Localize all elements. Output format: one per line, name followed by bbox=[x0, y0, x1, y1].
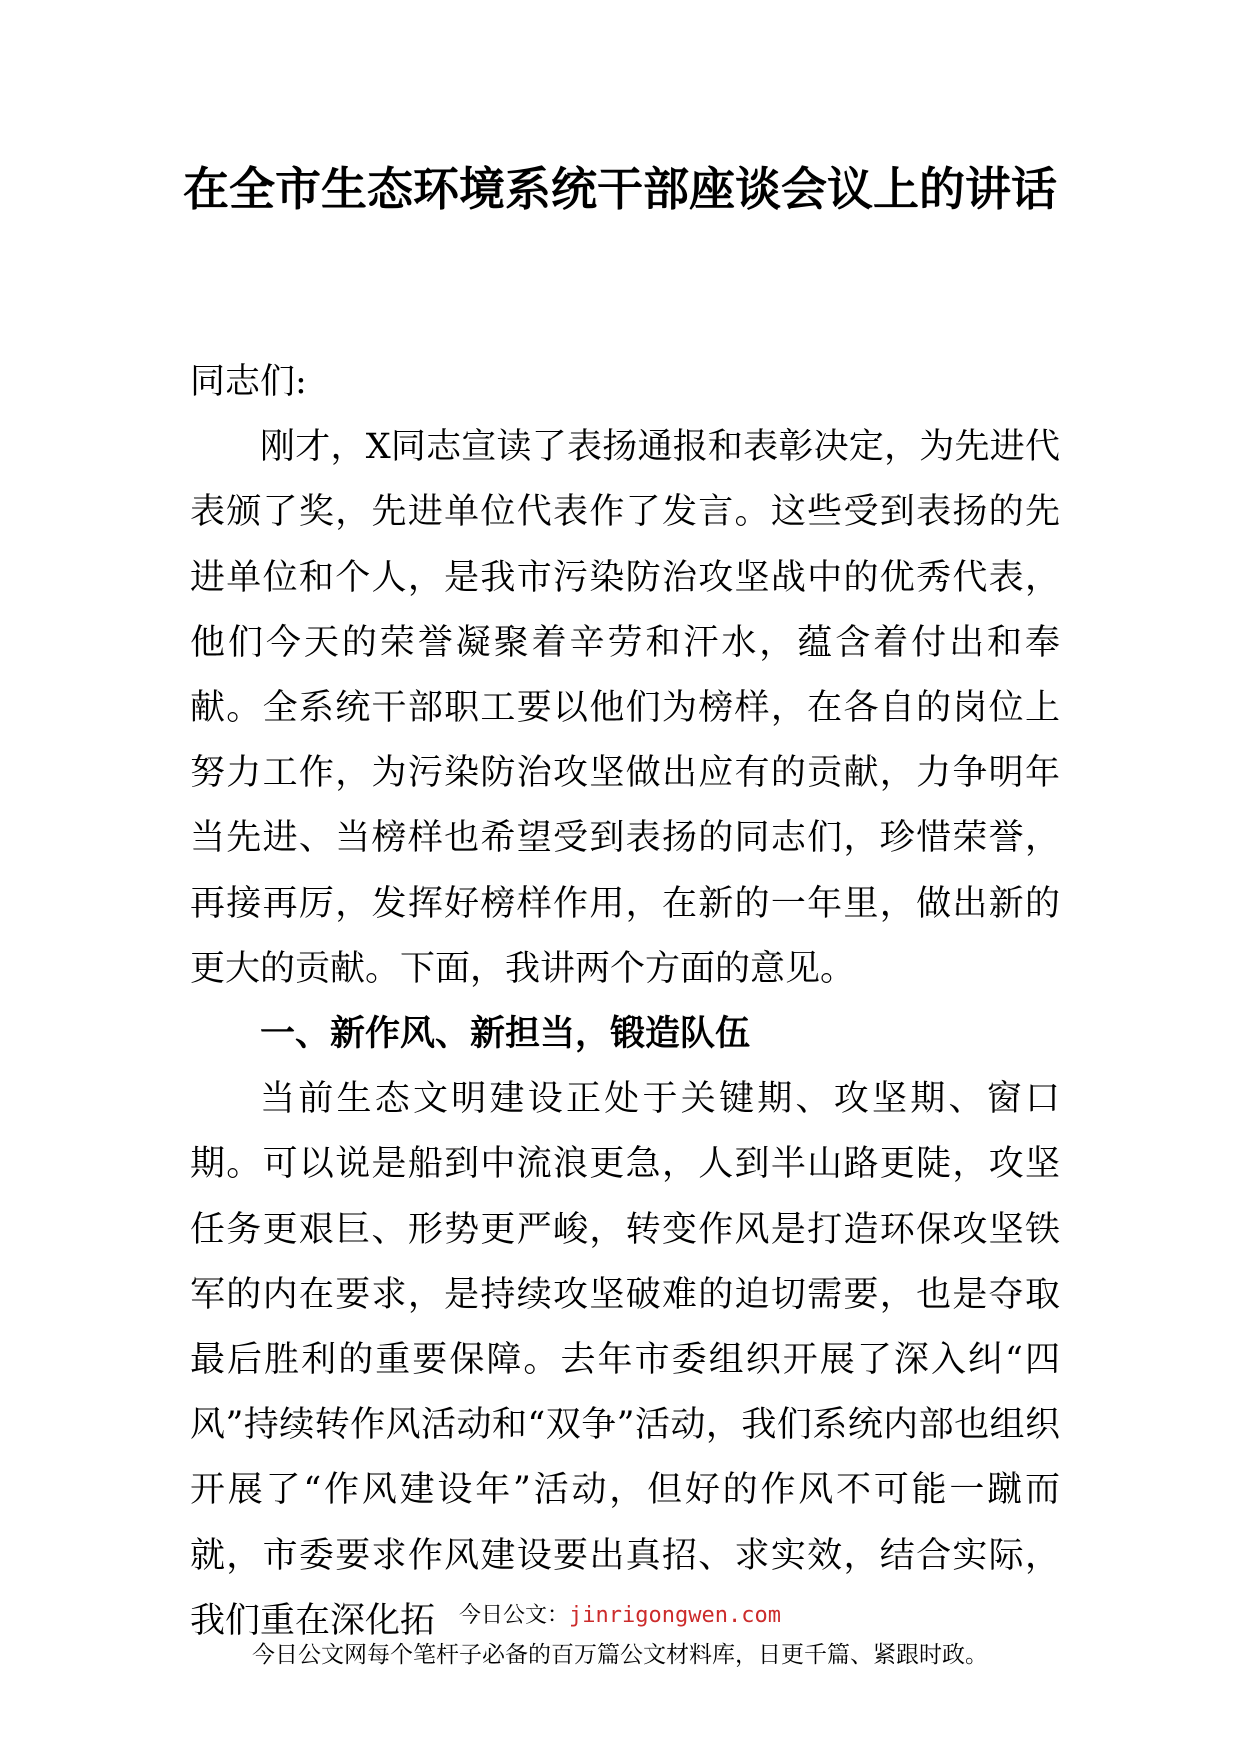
footer-domain-link[interactable]: jinrigongwen.com bbox=[569, 1603, 781, 1628]
document-body bbox=[190, 350, 1060, 1654]
section-paragraph: 当前生态文明建设正处于关键期、攻坚期、窗口期。可以说是船到中流浪更急，人到半山路更陡，攻坚任务更艰巨、形势更严峻，转变作风是打造环保攻坚铁军的内在要求，是持续攻坚破难的迫切需要，也是夺取最后胜利的重要保障。去年市委组织开展了深入纠“四风”持续转作风活动和“双争”活动，我们系统内部也组织开展了“作风建设年”活动，但好的作风不可能一蹴而就，市委要求作风建设要出真招、求实效，结合实际，我们重在深化拓 bbox=[190, 1079, 1060, 1641]
section-heading: 一、新作风、新担当，锻造队伍 bbox=[260, 1014, 751, 1055]
footer-source bbox=[0, 1598, 1240, 1629]
salutation: 同志们: bbox=[190, 362, 307, 402]
document-title: 在全市生态环境系统干部座谈会议上的讲话 bbox=[183, 162, 1057, 216]
footer-tagline: 今日公文网每个笔杆子必备的百万篇公文材料库，日更千篇、紧跟时政。 bbox=[252, 1642, 988, 1668]
opening-paragraph: 刚才，X同志宣读了表扬通报和表彰决定，为先进代表颁了奖，先进单位代表作了发言。这些受到表扬的先进单位和个人，是我市污染防治攻坚战中的优秀代表，他们今天的荣誉凝聚着辛劳和汗水，蕴含着付出和奉献。全系统干部职工要以他们为榜样，在各自的岗位上努力工作，为污染防治攻坚做出应有的贡献，力争明年当先进、当榜样也希望受到表扬的同志们，珍惜荣誉，再接再厉，发挥好榜样作用，在新的一年里，做出新的更大的贡献。下面，我讲两个方面的意见。 bbox=[190, 427, 1060, 989]
footer-label: 今日公文： bbox=[459, 1603, 570, 1628]
